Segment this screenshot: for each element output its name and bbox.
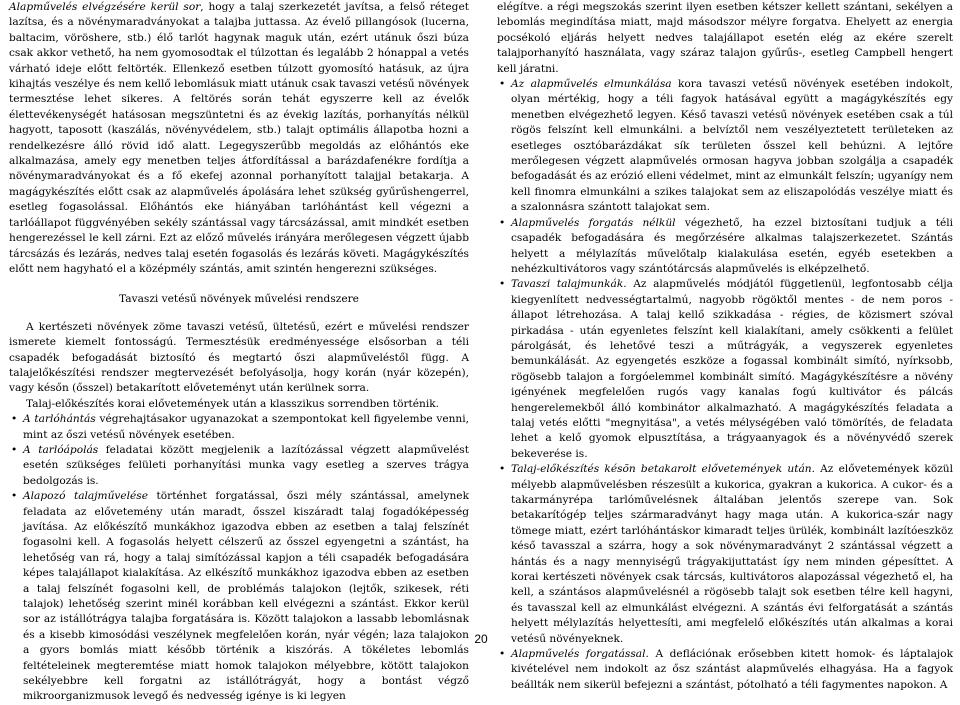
bullet-italic: Alapművelés forgatással. (511, 648, 649, 661)
bullet-list-right (497, 77, 953, 693)
left-column (9, 0, 469, 705)
bullet-item (23, 443, 469, 489)
bullet-italic: A tarlóhántás (23, 413, 96, 426)
bullet-text: Az elővetemények közül mélyebb alapművelésben részesült a kukorica, gyakran a kukorica. A cukor- és a takarmányrépa tarlóművelésnek általában jelentős szerepe van. Sok betakarítógép teljes szármaradványt hagy maga után. A kukorica-szár nagy tömege miatt, ezért tarlóhántáskor kimaradt teljes ürülék, kombinált lazítóeszköz késő tavasszal a szárra, hogy a sok növénymaradványt 2 szántással végzett a hántás és a nagy mennyiségű trágyakijuttatást így nem minden gépesíttet. A korai kertészeti növények csak tárcsás, kultivátoros alapozással végezhető el, ha kell, a szántásos alapművelésnél a rögösebb talajt sok esetben télre kell hagyni, és tavasszal kell az elmunkálást elvégezni. A szántás évi felforgatását a szántás helyett mélylazítás helyettesíti, ami megfelelő előkészítés után alkalmas a korai vetésű növényeknek. (511, 463, 953, 645)
bullet-item (511, 216, 953, 278)
bullet-italic: A tarlóápolás (23, 443, 99, 456)
bullet-text: kora tavaszi vetésű növények esetében indokolt, olyan mértékig, hogy a téli fagyok hatásával együtt a magágykészítés egy menetben elvégezhető legyen. Késő tavaszi vetésű növények esetében csak a túl rögös felszínt kell elmunkálni. a belvíztől nem veszélyeztetett területeken az esetleges osztóbarázdákat sík területen ősszel kell behúzni. A lejtőre merőlegesen végzett alapművelés ormosan hagyva jobban szolgálja a csapadék befogadását és az erózió elleni védelmet, mint az elmunkált felszín; ugyanígy nem kell finomra elmunkálni a szikes talajokat sem az eliszapolódás veszélye miatt és a szalonnásra szántott talajokat sem. (511, 78, 953, 214)
bullet-item (511, 462, 953, 647)
bullet-text: feladatai között megjelenik a lazítózással végzett alapművelést esetén szükséges felületi porhanyítási munka vagy esetleg a szerves trágya bedolgozás is. (23, 443, 469, 487)
bullet-item (23, 489, 469, 705)
section-heading: Tavaszi vetésű növények művelési rendszere (119, 293, 359, 306)
intro-text: , hogy a talaj szerkezetét javítsa, a felső réteget lazítsa, és a növénymaradványokat a talajba juttassa. Az évelő pillangósok (lucerna, baltacim, vöröshere, stb.) élő tarlót hagynak maguk után, ezért utánuk őszi búza csak akkor vethető, ha nem gyomosodtak el túlzottan és legalább 2 hónappal a vetés várható ideje előtt feltörték. Ellenkező esetben túlzott gyomosító hatásuk, az újra kihajtás veszélye és nem kellő lebomlásuk miatt utánuk csak tavaszi vetésű növények termesztése lehet sikeres. A feltörés során tehát egyszerre kell az évelők élettevékenységét hatásosan megszüntetni és az évekig lazítás, porhanyítás nélkül hagyott, taposott (kaszálás, növényvédelem, stb.) talajt optimális állapotba hozni a rendelkezésre álló rövid idő alatt. Legegyszerűbb megoldás az előhántós eke alkalmazása, amely egy menetben teljes átfordítással a barázdafenékre fordítja a növénymaradványokat és a fő ekefej azonnal porhanyított talajjal betakarja. A magágykészítés előtt csak az alapművelés ápolására lehet szükség gyűrűshengerrel, esetleg fogasolással. Előhántós eke hiányában tarlóhántást kell végezni a tarlóállapot függvényében sekély szántással vagy tárcsázással, amit mindkét esetben hengerezéssel le kell zárni. Ezt az előző művelés irányára merőlegesen végzett újabb tárcsázás és lezárás, nedves talaj esetén fogasolás és lezárás követi. Magágykészítés előtt nem hagyható el a középmély szántás, amit szintén hengerezni szükséges. (9, 1, 469, 275)
bullet-italic: Talaj-előkészítés késõn betakarolt elővetemények után. (511, 463, 815, 476)
bullet-item (511, 277, 953, 462)
bullet-text: A deflációnak erősebben kitett homok- és láptalajok kivételével nem indokolt az ősz szántást alapművelés elhagyása. Ha a fagyok beállták nem sikerül befejezni a szántást, pótolható a téli fagymentes napokon. A (511, 648, 953, 691)
intro-italic: Alapművelés elvégzésére kerül sor (9, 1, 201, 13)
intro-paragraph (9, 0, 469, 277)
bullet-italic: Alapozó talajművelése (23, 490, 149, 503)
bullet-list-left (9, 412, 469, 705)
bullet-text: történhet forgatással, őszi mély szántással, amelynek feladata az elővetemény után maradt, ősszel kiszáradt talaj fogadóképesség javítása. Az előkészítő munkákhoz igazodva ebben az esetben a talaj felszínét fogasolni kell. A fogasolás helyett célszerű az ősszel egyengetni a szántást, ha lehetőség van rá, hogy a talaj simítózással kapjon a téli csapadék befogadására képes talajállapot kialakítása. Az elkészítő munkákhoz igazodva ebben az esetben a talaj felszínét fogasolni kell, de problémás talajokon (lejtők, szikesek, réti talajok) lehetőség szerint minél korábban kell elvégezni a szántást. Ekkor kerül sor az istállótrágya talajba forgatására is. Között talajokon a lassabb lebomlásnak és a kisebb kimosódási veszélynek megfelelően korán, nyár végén; laza talajokon a gyors bomlás miatt később történik a kiszórás. A tökéletes lebomlás feltételeinek megteremtése miatt homok talajokon mélyebbre, kötött talajokon sekélyebbre kell forgatni az istállótrágyát, hogy a bontást végző mikroorganizmusok levegő és nedvesség igénye is ki legyen (23, 490, 469, 703)
paragraph-1: A kertészeti növények zöme tavaszi vetésű, ültetésű, ezért e művelési rendszer ismerete kiemelt fontosságú. Termesztésük eredményessége elsősorban a téli csapadék befogadását biztosító és megtartó őszi alapműveléstől függ. A talajelőkészítési rendszer megtervezését befolyásolja, hogy korán (nyár közepén), vagy későn (ősszel) betakarított előveteményt után kerülnek sorra. (9, 320, 469, 395)
paragraph-2: Talaj-előkészítés korai elővetemények után a klasszikus sorrendben történik. (25, 397, 440, 410)
page-number: 20 (474, 632, 488, 646)
bullet-italic: Tavaszi talajmunkák. (511, 278, 627, 291)
bullet-italic: Alapművelés forgatás nélkül (511, 216, 676, 229)
bullet-item (511, 647, 953, 693)
bullet-italic: Az alapművelés elmunkálása (511, 78, 672, 91)
bullet-text: Az alapművelés módjától függetlenül, legfontosabb célja kiegyenlített nedvességtartalmú, nagyobb rögöktől mentes - de nem poros - állapot létrehozása. A talaj kellő szikkadása - régies, de közismert szóval pirkadása - után egyenletes felszínt kell kialakítani, amely csökkenti a felület párolgását, és lehetővé teszi a műtrágyák, a vegyszerek egyenletes bemunkálását. Az egyengetés eszköze a fogassal kombinált simító, nyírksobb, rögösebb talajon a forgóelemmel kombinált simító. Magágykészítésre a növény igényének megfelelően rugós vagy kanalas fogú kultivátor és pálcás hengerelemekből álló kombinátor alkalmazható. A magágykészítés feladata a talaj vetés előtti "megnyitása", a vetés mélységében való tömörítés, de feladata lehet a kelő gyomok elpusztítása, a trágyaanyagok és a növényvédő szerek bekeverése is. (511, 278, 953, 460)
bullet-text: végrehajtásakor ugyanazokat a szempontokat kell figyelembe venni, mint az őszi vetésű növények esetében. (23, 413, 469, 441)
bullet-item (511, 77, 953, 216)
bullet-item (23, 412, 469, 443)
continuation-paragraph: elégítve. a régi megszokás szerint ilyen esetben kétszer kellett szántani, sekélyen a lebomlás megindítása miatt, majd másodszor mélyre forgatva. Ehelyett az energia pocsékoló eljárás helyett nedves talajállapot esetén elég az ekére szerelt talajporhanyító használata, vagy száraz talajon gyűrűs-, esetleg Campbell hengert kell járatni. (497, 1, 953, 75)
right-column (497, 0, 953, 693)
bullet-text: végezhető, ha ezzel biztosítani tudjuk a téli csapadék befogadására és megőrzésére alkalmas talajszerkezetet. Szántás helyett a mélylazítás művelőtalp kialakulása esetén, egyéb esetekben a nehézkultivátoros vagy szántótárcsás alapművelés is elképzelhető. (511, 216, 953, 275)
